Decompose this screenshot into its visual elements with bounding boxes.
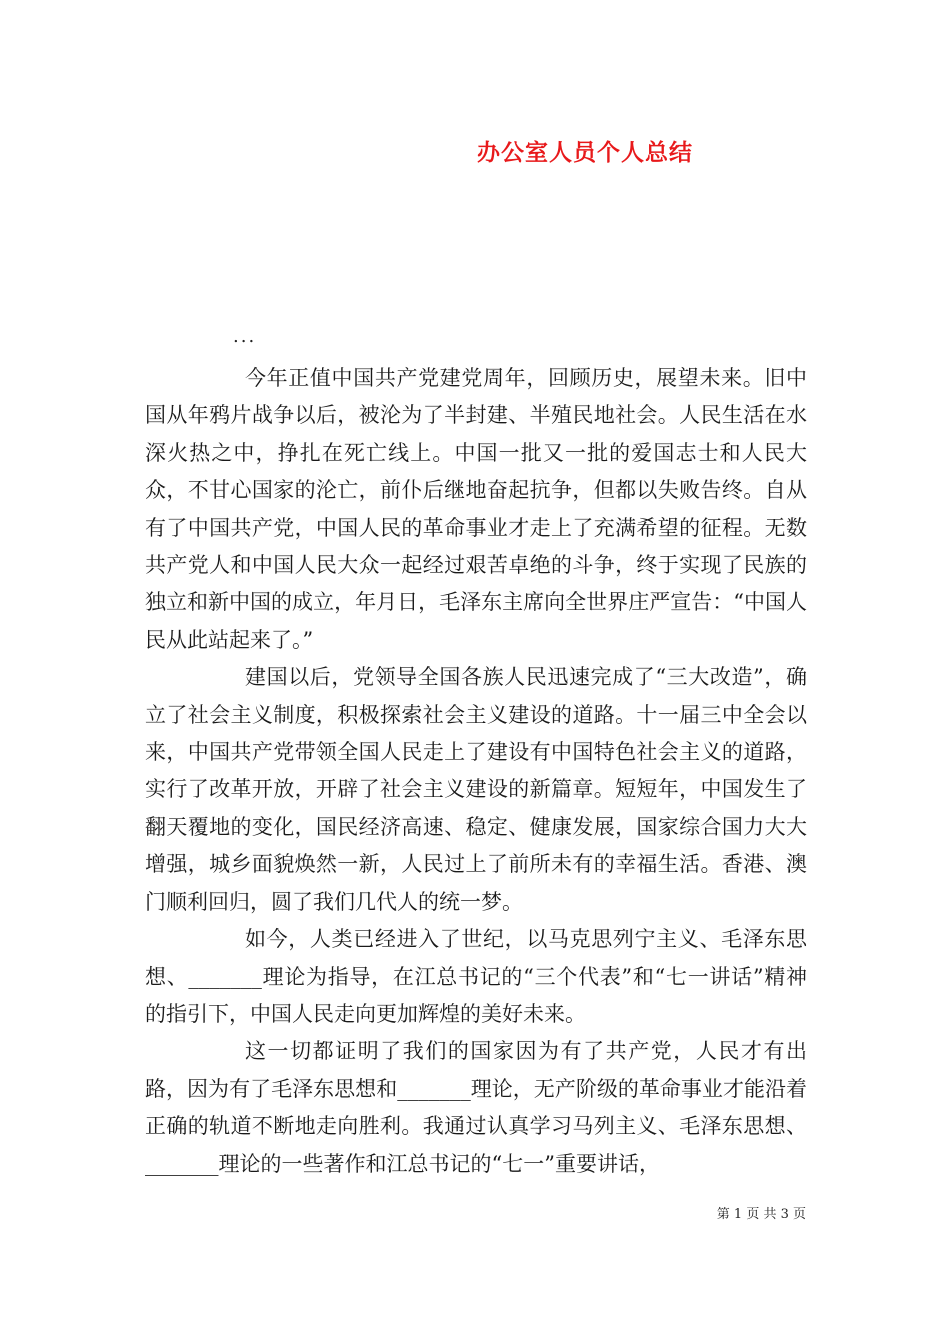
paragraph: 建国以后，党领导全国各族人民迅速完成了“三大改造”，确立了社会主义制度，积极探索社会主义建设的道路。十一届三中全会以来，中国共产党带领全国人民走上了建设有中国特色社会主义的道路，实行了改革开放，开辟了社会主义建设的新篇章。短短年，中国发生了翻天覆地的变化，国民经济高速、稳定、健康发展，国家综合国力大大增强，城乡面貌焕然一新，人民过上了前所未有的幸福生活。香港、澳门顺利回归，圆了我们几代人的统一梦。 [145,665,807,914]
page-number-footer: 第 1 页 共 3 页 [716,1207,806,1222]
paragraph: 这一切都证明了我们的国家因为有了共产党，人民才有出路，因为有了毛泽东思想和_______理论，无产阶级的革命事业才能沿着正确的轨道不断地走向胜利。我通过认真学习马列主义、毛泽东思想、_______理论的一些著作和江总书记的“七一”重要讲话， [145,1039,807,1176]
document-title: 办公室人员个人总结 [477,139,693,166]
paragraph: 今年正值中国共产党建党周年，回顾历史，展望未来。旧中国从年鸦片战争以后，被沦为了半封建、半殖民地社会。人民生活在水深火热之中，挣扎在死亡线上。中国一批又一批的爱国志士和人民大众，不甘心国家的沦亡，前仆后继地奋起抗争，但都以失败告终。自从有了中国共产党，中国人民的革命事业才走上了充满希望的征程。无数共产党人和中国人民大众一起经过艰苦卓绝的斗争，终于实现了民族的独立和新中国的成立，年月日，毛泽东主席向全世界庄严宣告：“中国人民从此站起来了。” [145,366,807,652]
document-body [145,360,807,1183]
ellipsis-marker: ... [233,326,257,347]
paragraph: 如今，人类已经进入了世纪，以马克思列宁主义、毛泽东思想、_______理论为指导，在江总书记的“三个代表”和“七一讲话”精神的指引下，中国人民走向更加辉煌的美好未来。 [145,927,807,1026]
